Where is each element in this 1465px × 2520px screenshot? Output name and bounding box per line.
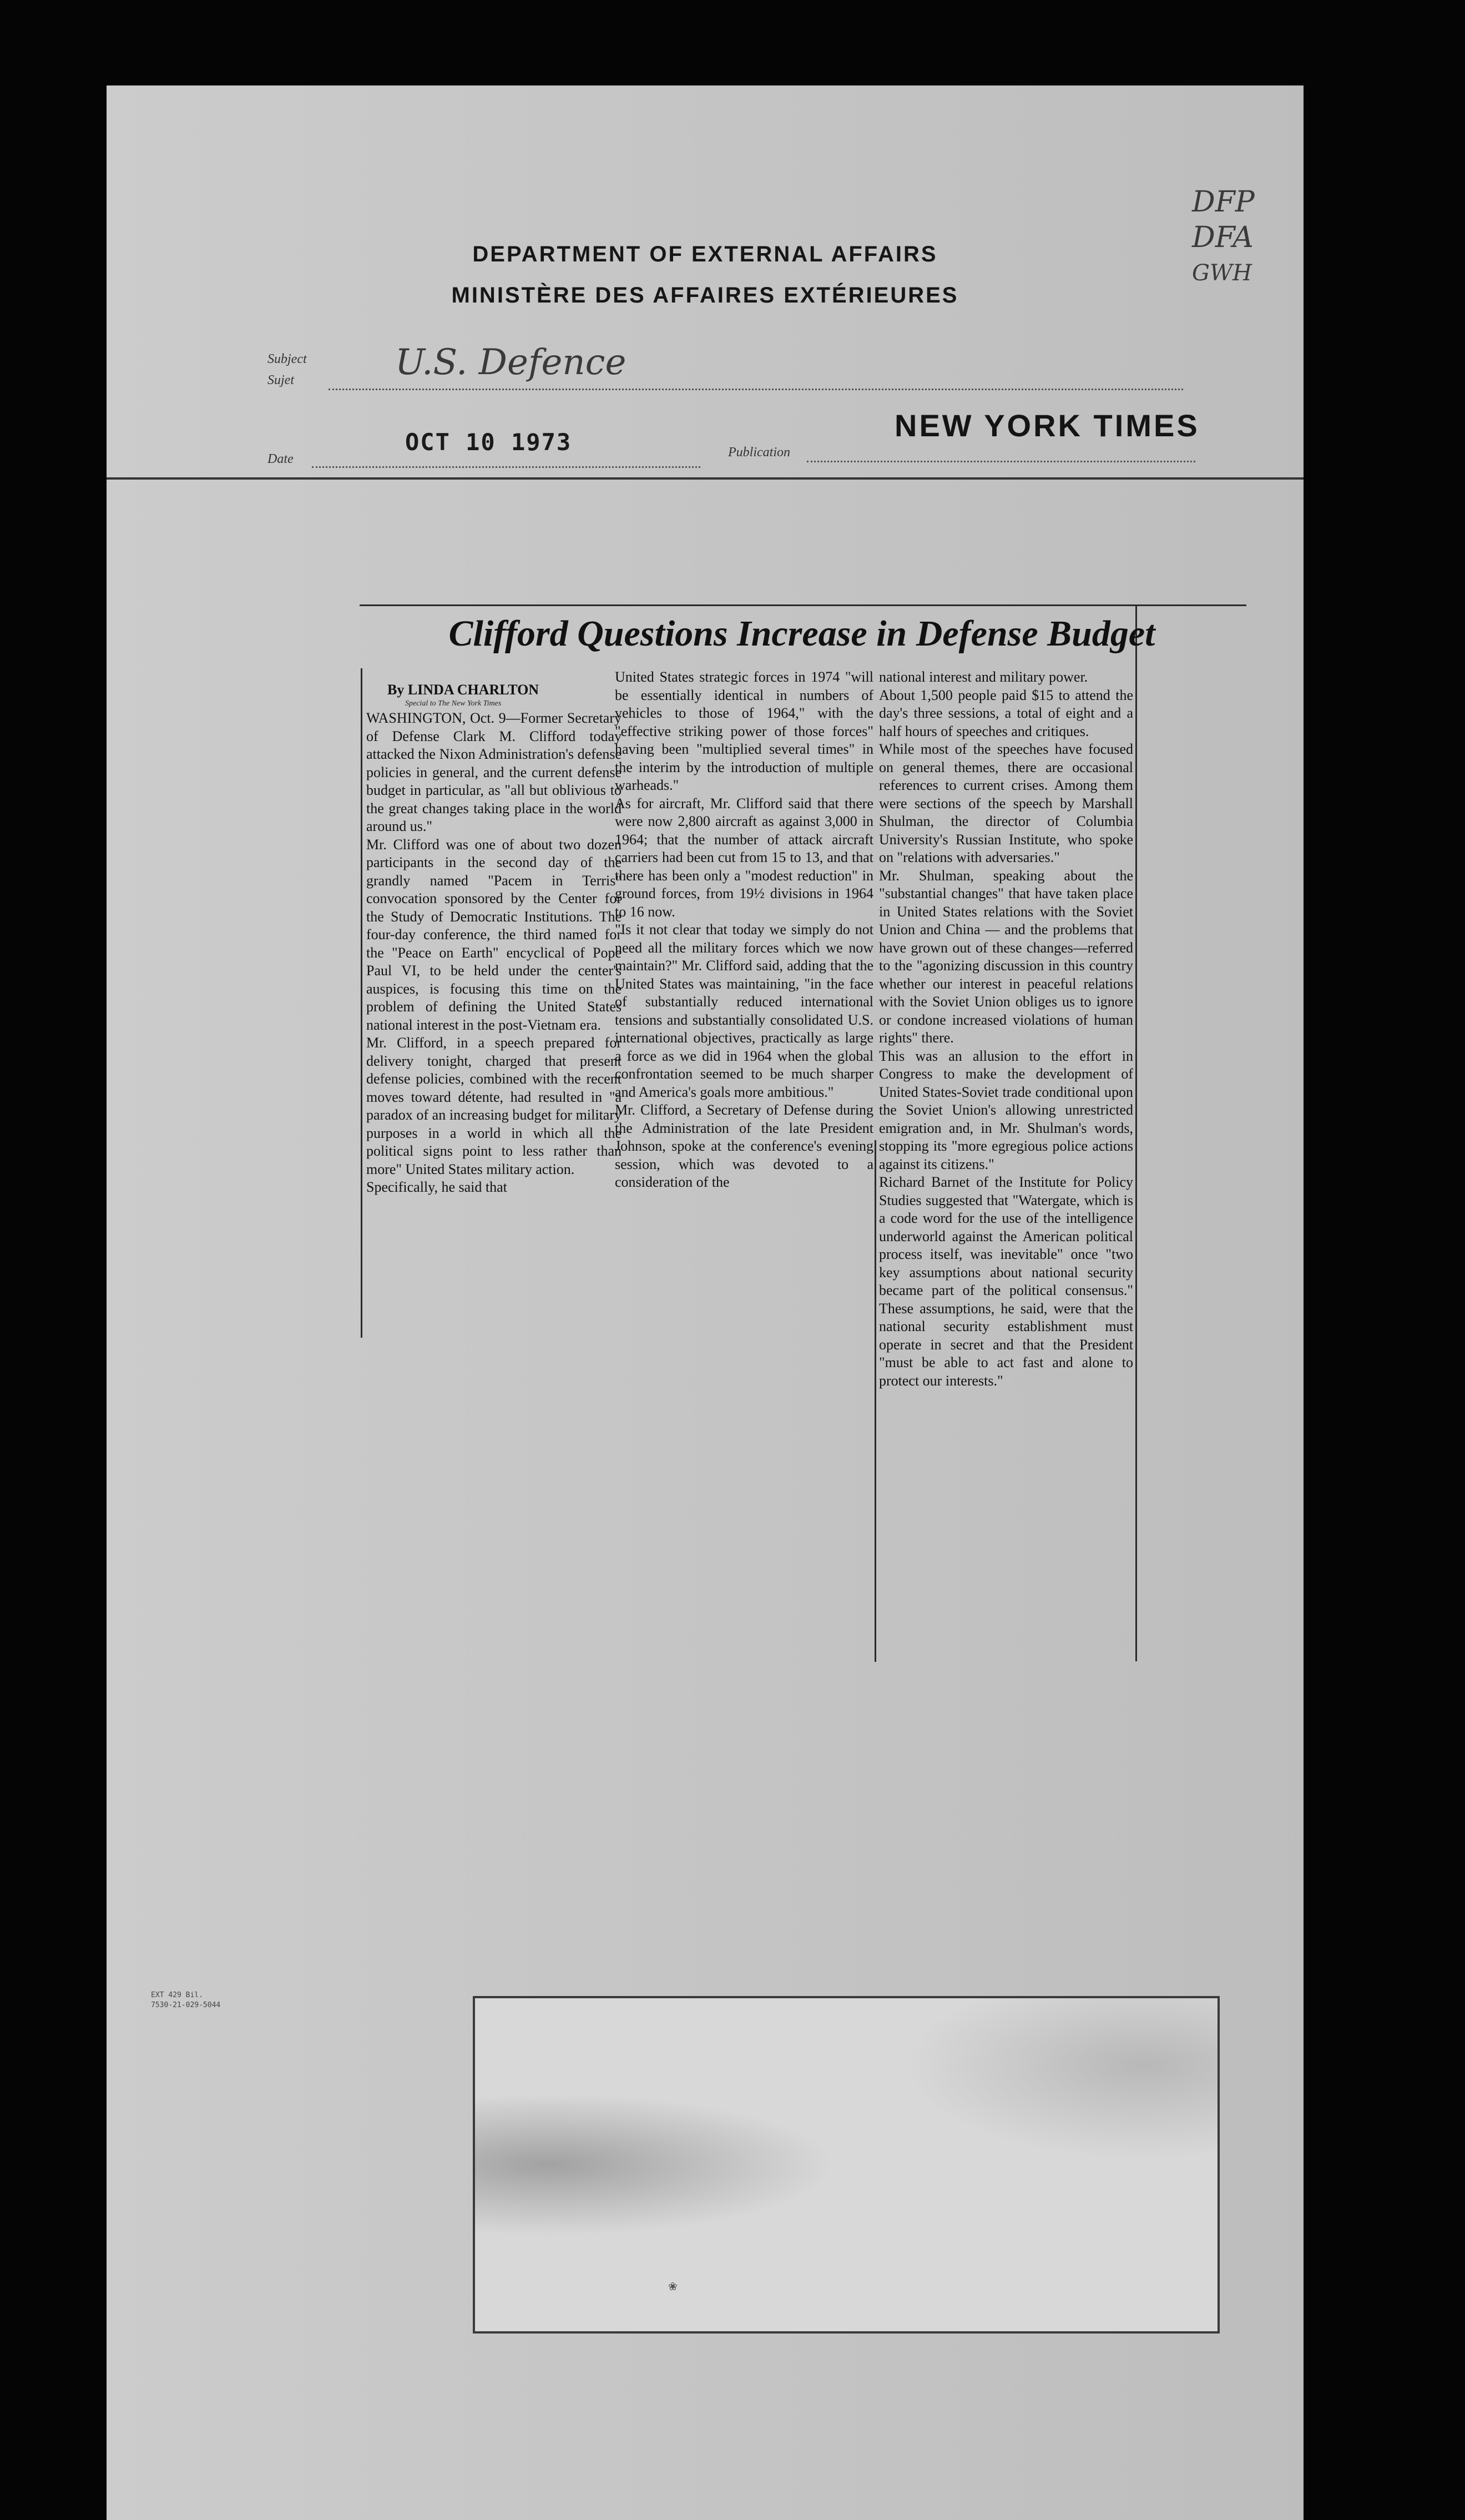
date-line [312, 466, 700, 468]
header-rule [107, 477, 1304, 480]
publication-line [807, 461, 1195, 462]
publication-label: Publication [728, 445, 790, 460]
publication-stamp: NEW YORK TIMES [895, 408, 1200, 443]
clipping-right-edge [1135, 604, 1137, 1661]
clipping-top-edge [360, 604, 1246, 606]
handwritten-note: GWH [1192, 260, 1252, 286]
stain-mark: ❀ [668, 2281, 678, 2293]
department-title-fr: MINISTÈRE DES AFFAIRES EXTÉRIEURES [451, 283, 959, 308]
subject-label-en: Subject [267, 352, 307, 366]
subject-handwritten: U.S. Defence [395, 342, 627, 383]
article-column-3: national interest and military power. About 1,500 people paid $15 to attend the day's three sessions, a total of eight and a half hours of speeches and critiques. While most of the speeches have focused on general themes, there are occasional references to current crises. Among them were sections of the speech by Marshall Shulman, the director of Columbia University's Russian Institute, who spoke on "relations with adversaries." Mr. Shulman, speaking about the "substantial changes" that have taken place in United States relations with the Soviet Union and China — and the problems that have grown out of these changes—referred to the "agonizing discussion in this country whether our interest in peaceful relations with the Soviet Union obliges us to ignore or condone increased violations of human rights" there. This was an allusion to the effort in Congress to make the development of United States-Soviet trade conditional upon the Soviet Union's allowing unrestricted emigration and, in Mr. Shulman's words, stopping its "more egregious police actions against its citizens." Richard Barnet of the Institute for Policy Studies suggested that "Watergate, which is a code word for the use of the intelligence underworld against the American political process itself, was inevitable" once "two key assumptions about national security became part of the political consensus." These assumptions, he said, were that the national security establishment must operate in secret and that the President "must be able to act fast and alone to protect our interests." [879, 669, 1133, 1389]
article-column-1: WASHINGTON, Oct. 9—Former Secretary of Defense Clark M. Clifford today attacked the Nixon Administration's defense policies in general, and the current defense budget in particular, as "all but oblivious to the great changes taking place in the world around us." Mr. Clifford was one of about two dozen participants in the second day of the grandly named "Pacem in Terris" convocation sponsored by the Center for the Study of Democratic Institutions. The four-day conference, the third named for the "Peace on Earth" encyclical of Pope Paul VI, to be held under the center's auspices, is focusing this time on the problem of defining the United States national interest in the post-Vietnam era. Mr. Clifford, in a speech prepared for delivery tonight, charged that present defense policies, combined with the recent moves toward détente, had resulted in "a paradox of an increasing budget for military purposes in a world in which all the political signs point to less rather than more" United States military action. Specifically, he said that [366, 710, 622, 1195]
handwritten-note: DFA [1192, 221, 1254, 254]
date-label: Date [267, 452, 294, 466]
form-code: EXT 429 Bil. 7530-21-029-5044 [151, 1991, 221, 2009]
clipping-left-edge [361, 668, 362, 1338]
subject-label-fr: Sujet [267, 373, 294, 387]
handwritten-notes [1192, 184, 1303, 291]
article-headline: Clifford Questions Increase in Defense Budget [448, 613, 1155, 654]
handwritten-note: DFP [1192, 185, 1255, 219]
article-byline: By LINDA CHARLTON [387, 682, 539, 698]
department-title-en: DEPARTMENT OF EXTERNAL AFFAIRS [472, 242, 938, 266]
subject-line [329, 389, 1183, 390]
attached-card [473, 1996, 1220, 2333]
article-special: Special to The New York Times [405, 699, 502, 708]
date-stamp: OCT 10 1973 [405, 429, 572, 456]
article-column-2: United States strategic forces in 1974 "will be essentially identical in numbers of vehicles to those of 1964," with the "effective striking power of those forces" having been "multiplied several times" in the interim by the introduction of multiple warheads." As for aircraft, Mr. Clifford said that there were now 2,800 aircraft as against 3,000 in 1964; that the number of attack aircraft carriers had been cut from 15 to 13, and that there has been only a "modest reduction" in ground forces, from 19½ divisions in 1964 to 16 now. "Is it not clear that today we simply do not need all the military forces which we now maintain?" Mr. Clifford said, adding that the United States was maintaining, "in the face of substantially reduced international tensions and substantially consolidated U.S. international objectives, practically as large a force as we did in 1964 when the global confrontation seemed to be much sharper and America's goals more ambitious." Mr. Clifford, a Secretary of Defense during the Administration of the late President Johnson, spoke at the conference's evening session, which was devoted to a consideration of the [615, 669, 873, 1190]
clipping-col3-edge [875, 1140, 876, 1662]
